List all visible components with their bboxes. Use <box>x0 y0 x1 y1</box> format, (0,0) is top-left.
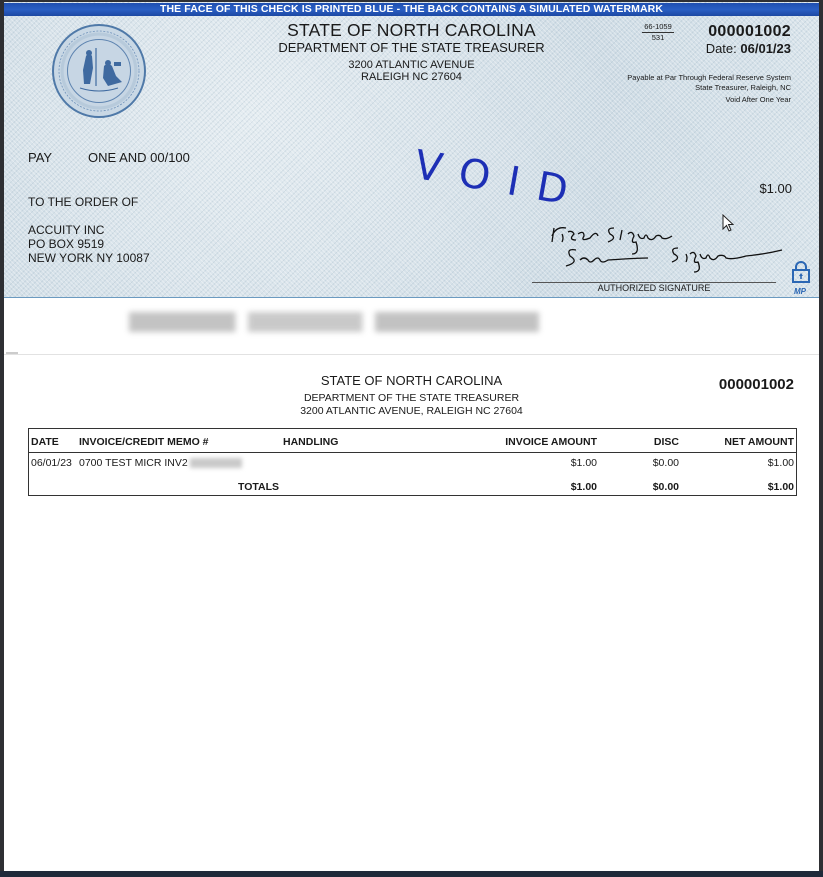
date-label: Date: <box>705 41 737 56</box>
stub-issuer-name: STATE OF NORTH CAROLINA <box>320 373 503 388</box>
issuer-department: DEPARTMENT OF THE STATE TREASURER <box>278 40 545 55</box>
payable-through <box>627 73 791 93</box>
routing-fraction-top: 66-1059 <box>642 22 674 33</box>
payee-street: PO BOX 9519 <box>28 237 105 251</box>
table-header-row <box>29 429 797 453</box>
authorized-signature-label: AUTHORIZED SIGNATURE <box>597 283 711 293</box>
security-banner: THE FACE OF THIS CHECK IS PRINTED BLUE - THE BACK CONTAINS A SIMULATED WATERMARK <box>4 3 819 16</box>
perforation-line <box>4 354 819 355</box>
col-handling: HANDLING <box>281 429 415 453</box>
handwritten-signatures <box>544 214 794 274</box>
pay-label: PAY <box>28 150 53 165</box>
check-date <box>706 41 791 56</box>
date-value: 06/01/23 <box>740 41 791 56</box>
totals-net-amount: $1.00 <box>767 481 794 493</box>
row-invoice <box>77 453 281 474</box>
mouse-cursor-icon <box>722 214 736 234</box>
totals-handling <box>281 473 415 496</box>
check-amount: $1.00 <box>759 181 792 196</box>
table-row <box>29 453 797 474</box>
totals-row <box>29 473 797 496</box>
stub-check-number: 000001002 <box>718 376 794 393</box>
row-date: 06/01/23 <box>31 457 72 469</box>
void-after-notice: Void After One Year <box>725 95 791 104</box>
padlock-icon <box>791 260 811 284</box>
check-face <box>4 2 819 298</box>
payable-line1: Payable at Par Through Federal Reserve System <box>627 73 791 82</box>
stub-address: 3200 ATLANTIC AVENUE, RALEIGH NC 27604 <box>300 405 523 417</box>
row-disc: $0.00 <box>652 457 679 469</box>
totals-label: TOTALS <box>237 481 279 493</box>
col-date: DATE <box>29 429 78 453</box>
issuer-name: STATE OF NORTH CAROLINA <box>287 20 536 40</box>
totals-spacer <box>29 473 78 496</box>
check-number: 000001002 <box>708 23 791 40</box>
routing-fraction <box>642 22 674 43</box>
row-net-amount: $1.00 <box>767 457 794 469</box>
payee-name: ACCUITY INC <box>28 223 105 237</box>
col-disc: DISC <box>599 429 681 453</box>
viewer-bottom-bar <box>0 871 823 877</box>
issuer-address-line2: RALEIGH NC 27604 <box>361 71 462 83</box>
security-mark-mp: MP <box>794 287 806 296</box>
col-invoice: INVOICE/CREDIT MEMO # <box>77 429 281 453</box>
col-net-amount: NET AMOUNT <box>681 429 797 453</box>
routing-fraction-bottom: 531 <box>651 33 665 42</box>
void-stamp: VOID <box>411 142 590 218</box>
totals-invoice-amount: $1.00 <box>570 481 597 493</box>
pay-to-order-label: TO THE ORDER OF <box>28 195 139 209</box>
issuer-address-line1: 3200 ATLANTIC AVENUE <box>348 59 475 71</box>
micr-line-redacted <box>129 312 539 332</box>
col-invoice-amount: INVOICE AMOUNT <box>415 429 599 453</box>
row-invoice-text: 0700 TEST MICR INV2 <box>79 457 188 469</box>
row-handling <box>281 453 415 474</box>
amount-in-words: ONE AND 00/100 <box>88 150 190 165</box>
check-document-page <box>4 2 819 871</box>
stub-department: DEPARTMENT OF THE STATE TREASURER <box>303 392 520 404</box>
remittance-table <box>28 428 797 496</box>
row-invoice-amount: $1.00 <box>570 457 597 469</box>
payee-city: NEW YORK NY 10087 <box>28 251 150 265</box>
totals-disc: $0.00 <box>652 481 679 493</box>
redacted-text <box>190 458 242 468</box>
payable-line2: State Treasurer, Raleigh, NC <box>695 83 791 92</box>
payee-address <box>28 223 150 265</box>
